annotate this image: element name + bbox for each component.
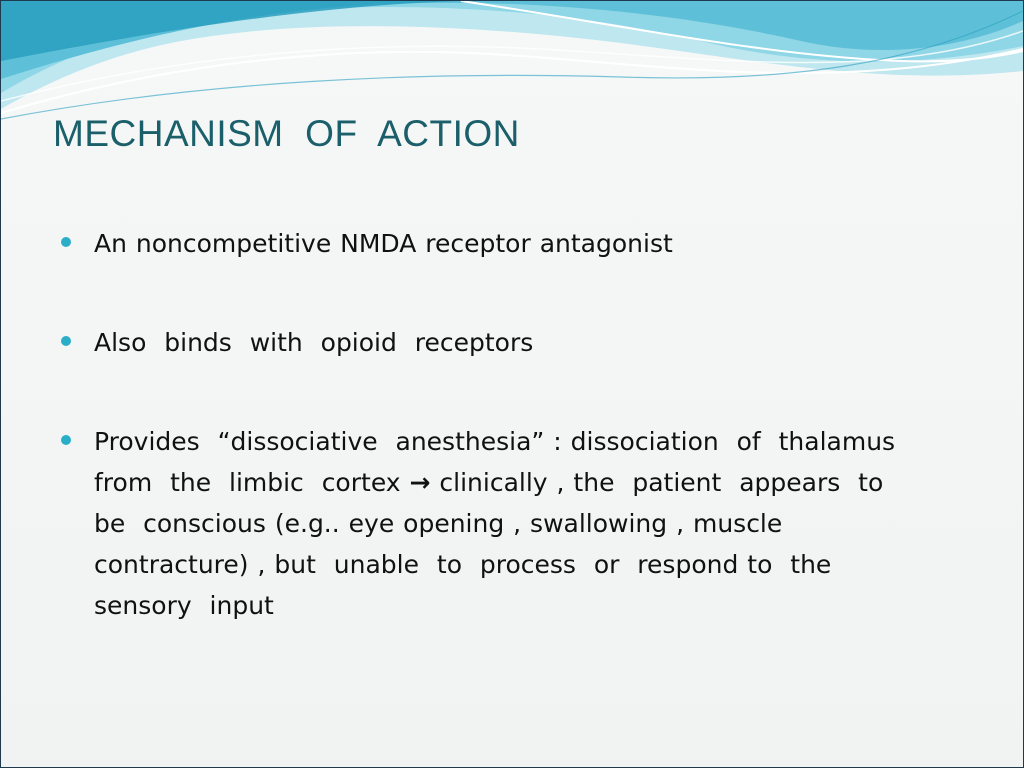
bullet-text-part: clinically , the patient appears to be conscious (e.g.. eye opening , swallowing , muscle contracture) , but unable to process or respond to the sensory input xyxy=(94,468,884,620)
right-arrow-icon: → xyxy=(409,468,431,497)
bullet-dot-icon xyxy=(61,435,71,445)
bullet-dot-icon xyxy=(61,336,71,346)
bullet-dot-icon xyxy=(61,237,71,247)
bullet-text: Also binds with opioid receptors xyxy=(94,328,534,357)
slide-title: MECHANISM OF ACTION xyxy=(53,113,520,154)
bullet-item xyxy=(61,421,961,626)
bullet-text-multiline xyxy=(94,421,895,626)
bullet-item xyxy=(61,223,961,264)
bullet-list xyxy=(61,223,961,626)
header-wave-decoration xyxy=(1,1,1023,121)
bullet-text-part: Provides “dissociative anesthesia” : dissociation of thalamus from the limbic cortex xyxy=(94,427,896,497)
bullet-item xyxy=(61,322,961,363)
bullet-text: An noncompetitive NMDA receptor antagonist xyxy=(94,229,673,258)
